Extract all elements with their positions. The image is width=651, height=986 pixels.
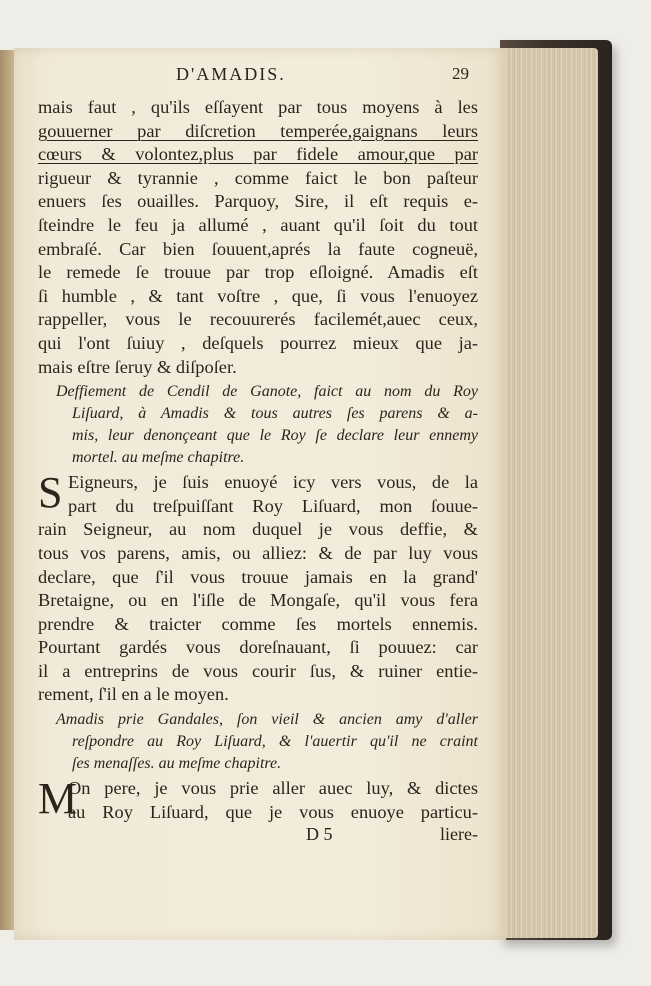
text-line: Pourtant gardés vous doreſnauant, ſi pouuez: car [38,637,478,658]
drop-cap: M [38,774,78,824]
text-line: mais faut , qu'ils eſſayent par tous moyens à les [38,97,478,117]
text-line: Bretaigne, ou en l'iſle de Mongaſe, qu'il vous fera [38,590,478,611]
text-line: rappeller, vous le recouurerés facilemét,auec ceux, [38,309,478,330]
drop-cap: S [38,468,63,518]
text-line: declare, que ſ'il vous trouue jamais en la grand' [38,566,478,587]
signature-mark: D 5 [306,824,333,845]
text-line: ſteindre le feu ja allumé , auant qu'il ſoit du tout [38,214,478,235]
text-line: gouuerner par diſcretion temperée,gaignans leurs [38,120,478,141]
heading-line: Liſuard, à Amadis & tous autres ſes parens & a- [72,405,478,423]
text-line: rement, ſ'il en a le moyen. [38,684,229,705]
text-line: embraſé. Car bien ſouuent,aprés la faute cogneuë, [38,238,478,259]
page-edges [498,48,598,938]
page-footer [38,824,478,848]
heading-line: reſpondre au Roy Liſuard, & l'auertir qu'il ne craint [72,733,478,751]
text-line: tous vos parens, amis, ou alliez: & de par luy vous [38,542,478,563]
page-header [38,48,478,96]
catchword: liere- [440,824,478,845]
text-line: le remede ſe trouue par trop eſloigné. Amadis eſt [38,262,478,283]
text-line: ſi humble , & tant voſtre , que, ſi vous l'enuoyez [38,285,478,306]
text-line: part du treſpuiſſant Roy Liſuard, mon ſouue- [68,495,478,516]
page-number: 29 [452,64,469,83]
section-heading-1 [38,381,478,469]
page-text [38,48,478,848]
paragraph-2 [38,468,478,707]
heading-line: Deffiement de Cendil de Ganote, faict au nom du Roy [56,383,478,401]
heading-line: ſes menaſſes. au meſme chapitre. [72,755,282,773]
text-line: au Roy Liſuard, que je vous enuoye particu- [68,801,478,822]
text-line: enuers ſes ouailles. Parquoy, Sire, il eſt requis e- [38,191,478,212]
text-line: mais eſtre ſeruy & diſpoſer. [38,356,237,377]
running-head: D'AMADIS. [176,64,286,84]
text-line: On pere, je vous prie aller auec luy, & dictes [68,778,478,799]
text-line: qui l'ont ſuiuy , deſquels pourrez mieux que ja- [38,332,478,353]
heading-line: Amadis prie Gandales, ſon vieil & ancien amy d'aller [56,711,478,729]
text-line: il a entreprins de vous courir ſus, & ruiner entie- [38,660,478,681]
text-line: rigueur & tyrannie , comme faict le bon paſteur [38,167,478,188]
section-heading-2 [38,709,478,775]
paragraph-3 [38,774,478,824]
paragraph-1 [38,96,478,379]
heading-line: mis, leur denonçeant que le Roy ſe declare leur ennemy [72,427,478,445]
text-line: rain Seigneur, au nom duquel je vous deffie, & [38,519,478,540]
book-page [14,48,506,940]
text-line: prendre & traicter comme ſes mortels ennemis. [38,613,478,634]
text-line: cœurs & volontez,plus par fidele amour,que par [38,144,478,165]
text-line: Eigneurs, je ſuis enuoyé icy vers vous, de la [68,472,478,493]
heading-line: mortel. au meſme chapitre. [72,449,245,467]
